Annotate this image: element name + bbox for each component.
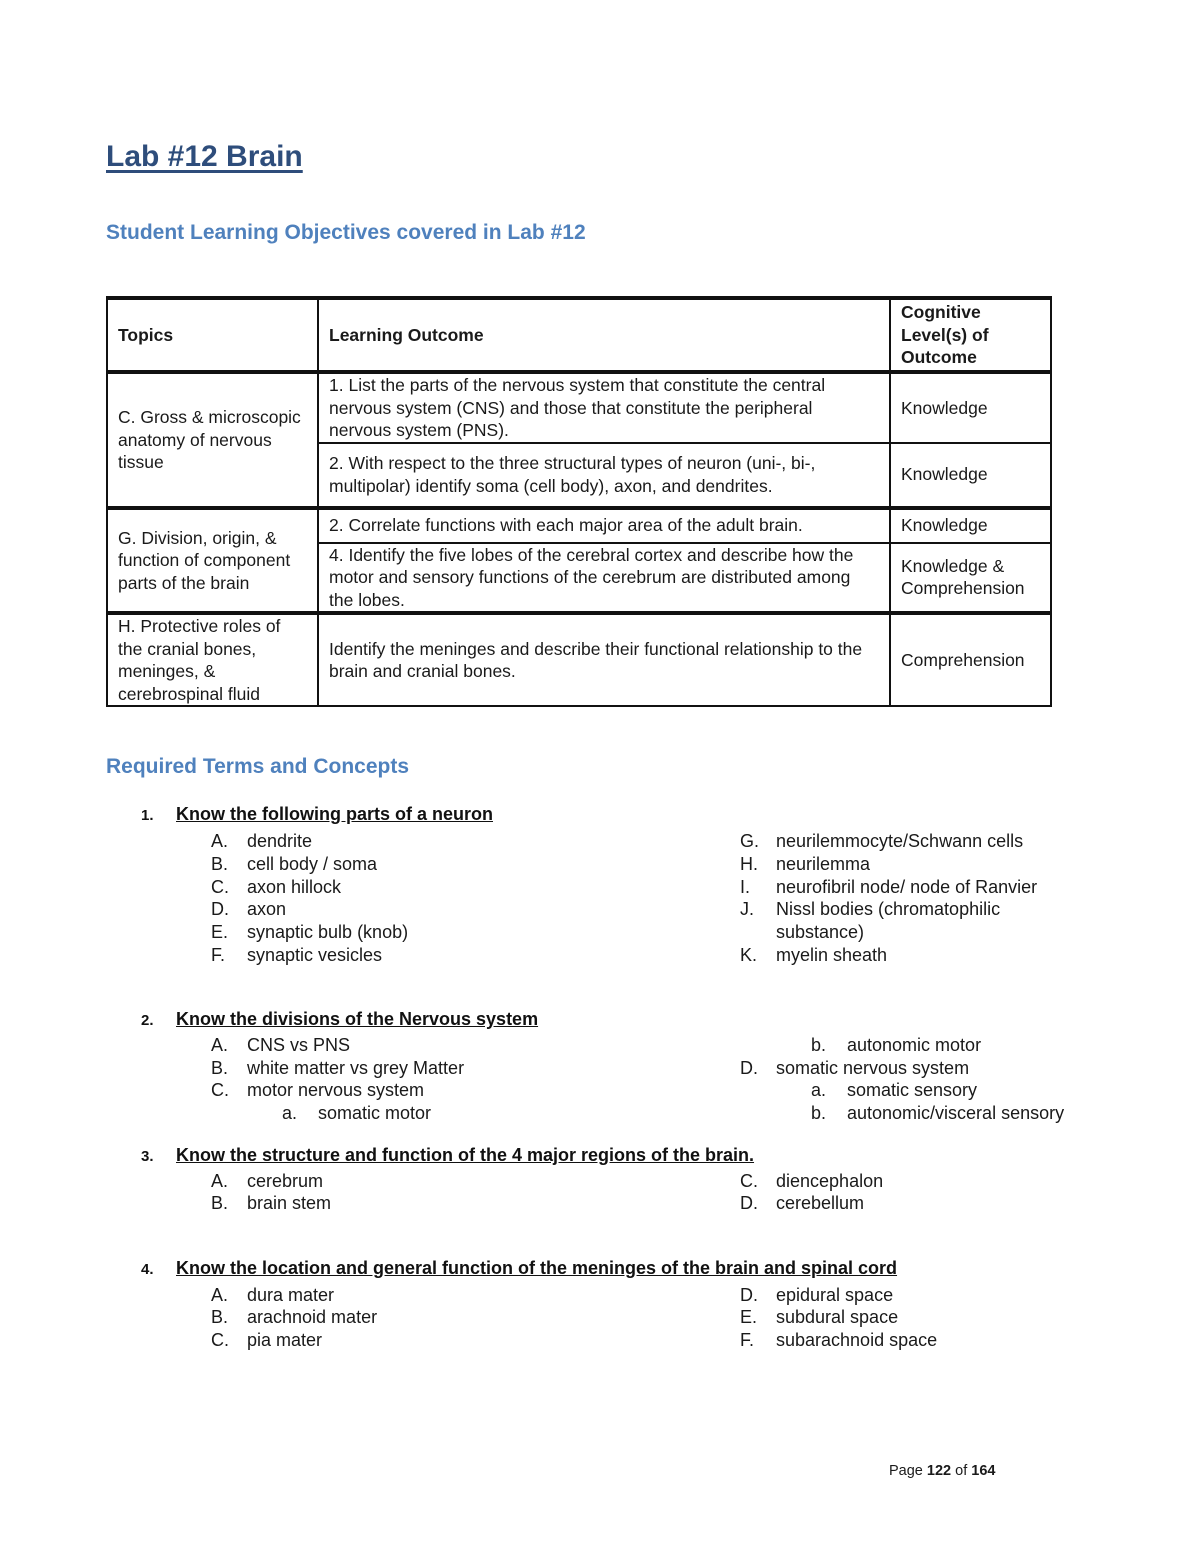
objectives-table [106,296,1052,707]
section-title: 2. Know the divisions of the Nervous system [141,1009,539,1029]
page-title: Lab #12 Brain [106,140,303,173]
topic-h: H. Protective roles of the cranial bones, meninges, & cerebrospinal fluid [107,613,318,706]
outcome-cell: Identify the meninges and describe their functional relationship to the brain and cranial bones. [318,613,890,706]
level-cell: Knowledge [890,443,1051,508]
section-title: 4. Know the location and general function of the meninges of the brain and spinal cord [141,1258,898,1278]
section-title: 3. Know the structure and function of the 4 major regions of the brain. [141,1145,755,1165]
topic-g: G. Division, origin, & function of component parts of the brain [107,508,318,614]
table-row [107,508,1051,543]
header-topics: Topics [107,298,318,372]
table-row [107,613,1051,706]
level-cell: Knowledge [890,372,1051,443]
outcome-cell: 2. With respect to the three structural types of neuron (uni-, bi-, multipolar) identify soma (cell body), axon, and dendrites. [318,443,890,508]
level-cell: Knowledge & Comprehension [890,543,1051,614]
outcome-cell: 4. Identify the five lobes of the cerebral cortex and describe how the motor and sensory functions of the cerebrum are distributed among the lobes. [318,543,890,614]
outcome-cell: 1. List the parts of the nervous system that constitute the central nervous system (CNS) and those that constitute the peripheral nervous system (PNS). [318,372,890,443]
objectives-heading: Student Learning Objectives covered in Lab #12 [106,221,586,244]
topic-c: C. Gross & microscopic anatomy of nervous tissue [107,372,318,508]
table-row [107,372,1051,443]
table-header-row [107,298,1051,372]
header-learning-outcome: Learning Outcome [318,298,890,372]
section-title: 1. Know the following parts of a neuron [141,804,493,824]
level-cell: Comprehension [890,613,1051,706]
level-cell: Knowledge [890,508,1051,543]
outcome-cell: 2. Correlate functions with each major area of the adult brain. [318,508,890,543]
terms-heading: Required Terms and Concepts [106,755,410,778]
page-number: Page 122 of 164 [889,1463,996,1479]
header-cognitive-level: Cognitive Level(s) of Outcome [890,298,1051,372]
